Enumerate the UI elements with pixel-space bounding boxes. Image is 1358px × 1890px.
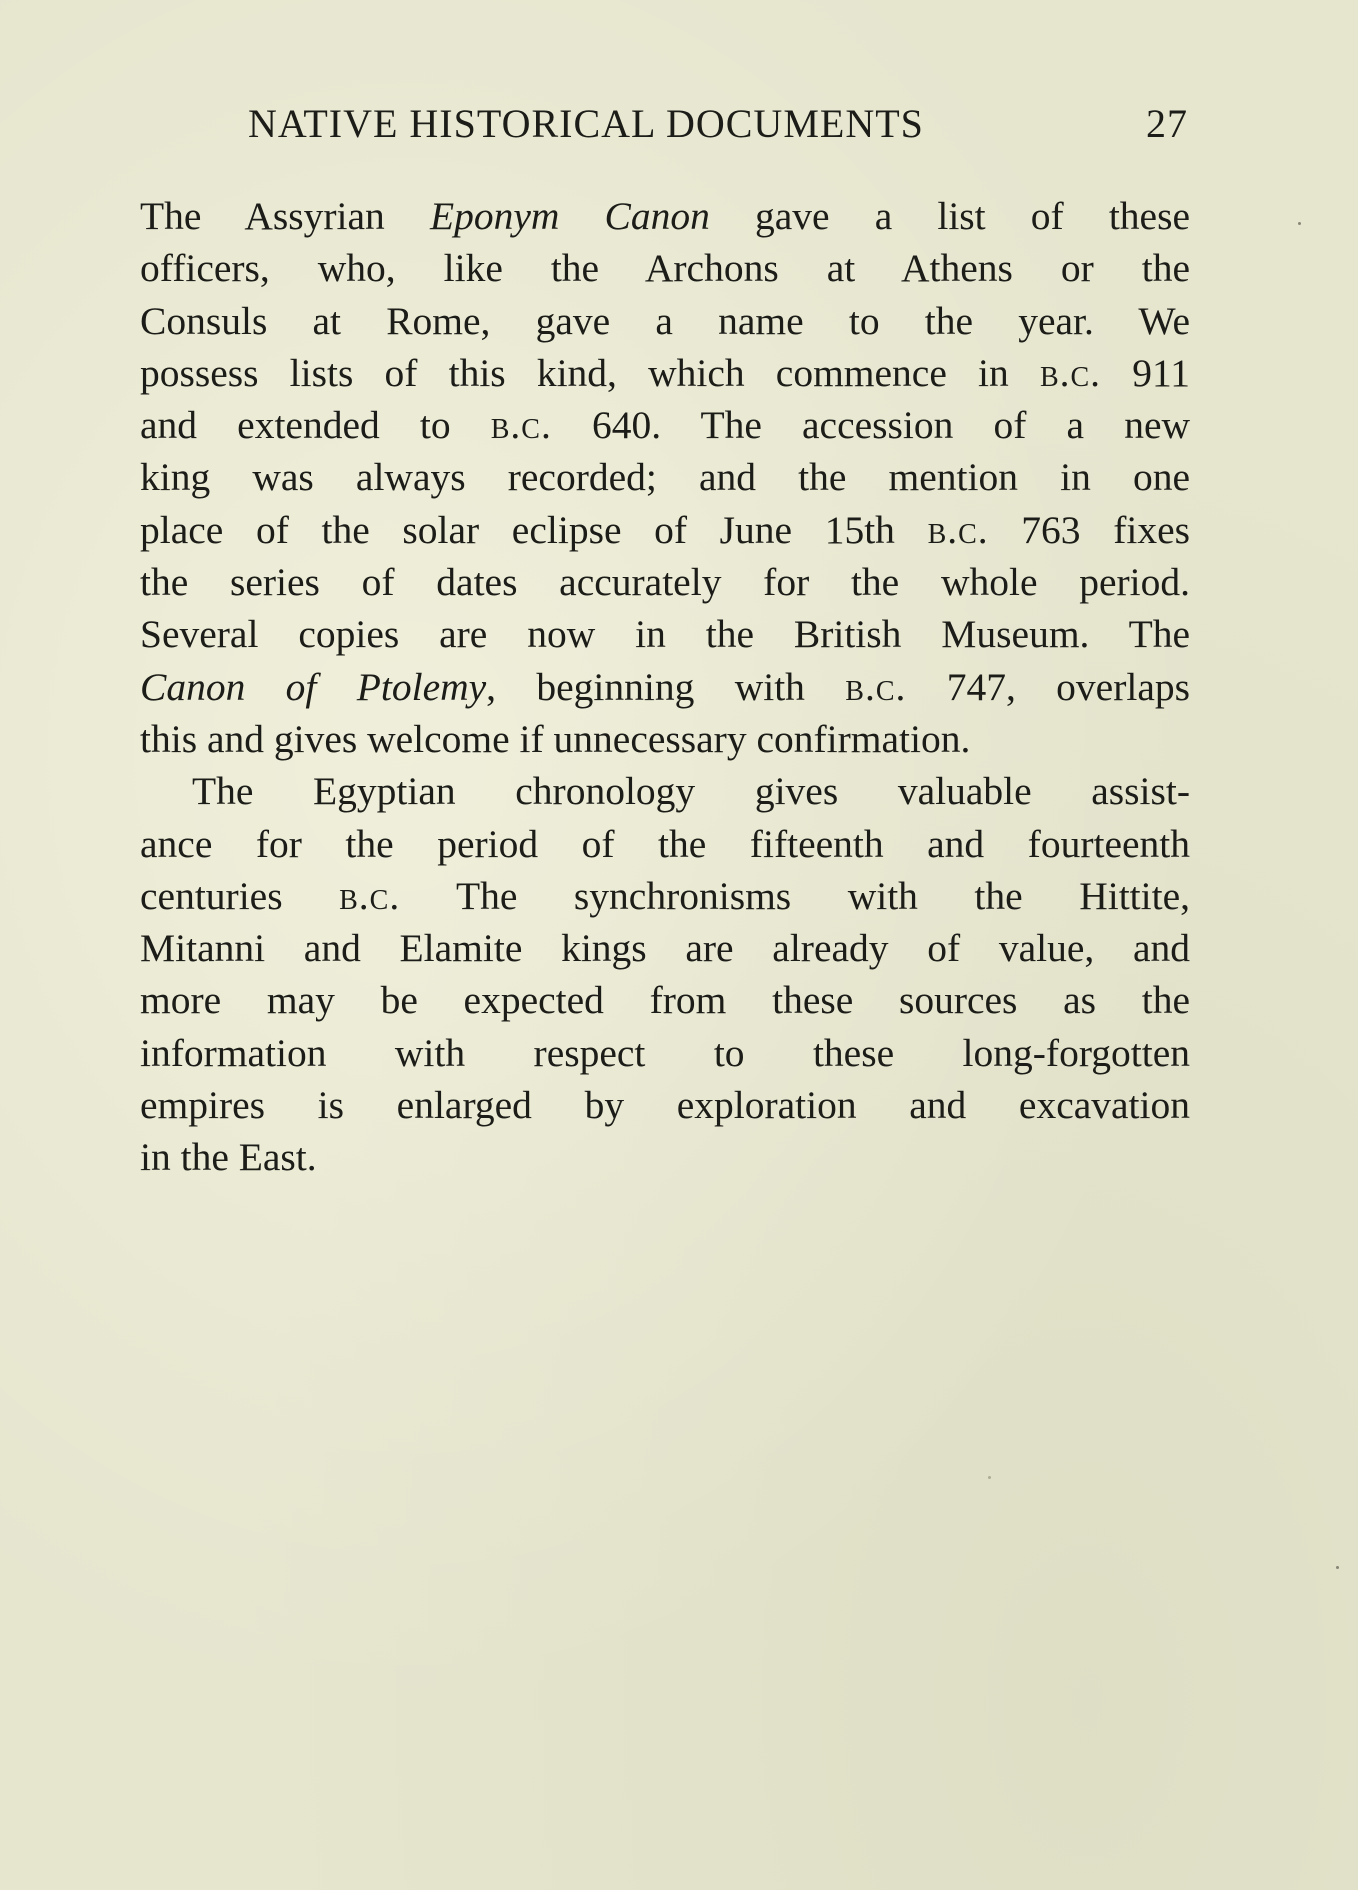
text-run: 640. The accession of a new [551,403,1190,448]
paper-speck [988,1476,991,1479]
text-line [140,556,1190,608]
text-run: possess lists of this kind, which commence in [140,350,1040,395]
text-line [140,661,1190,713]
running-title: NATIVE HISTORICAL DOCUMENTS [248,101,924,146]
text-run: 747, overlaps [906,664,1190,709]
text-line [140,922,1190,974]
text-line [140,347,1190,399]
text-line [140,1131,1190,1183]
era-abbreviation: b.c. [927,507,989,552]
text-run: centuries [140,873,340,918]
text-line [140,1027,1190,1079]
text-run: Consuls at Rome, gave a name to the year. We [140,298,1190,343]
text-run: and extended to [140,403,491,448]
text-line [140,399,1190,451]
text-run: in the East. [140,1135,317,1180]
paper-speck [1336,1566,1339,1569]
text-run: more may be expected from these sources as the [140,978,1190,1023]
text-run: 763 fixes [988,507,1190,552]
text-run: place of the solar eclipse of June 15th [140,507,928,552]
text-run: gave a list of these [709,194,1190,238]
text-line [140,242,1190,294]
text-line [140,765,1190,817]
text-run: empires is enlarged by exploration and excavation [140,1083,1190,1128]
running-head [140,100,1188,160]
text-line [140,451,1190,503]
text-line [140,504,1190,556]
text-run: officers, who, like the Archons at Athens or the [140,246,1190,291]
text-line [140,713,1190,765]
text-line [140,190,1190,242]
text-run: , beginning with [486,664,846,709]
text-line [140,974,1190,1026]
era-abbreviation: b.c. [339,873,401,918]
text-line [140,818,1190,870]
text-run: king was always recorded; and the mention in one [140,455,1190,500]
text-run: ance for the period of the fifteenth and fourteenth [140,821,1190,866]
page-number: 27 [1146,101,1188,146]
paper-speck [1298,222,1301,225]
text-run: The Assyrian [140,194,430,238]
italic-title: Eponym Canon [429,194,710,238]
text-run: this and gives welcome if unnecessary confirmation. [140,716,971,761]
text-line [140,1079,1190,1131]
era-abbreviation: b.c. [1039,350,1102,395]
body-text [140,190,1190,1184]
era-abbreviation: b.c. [845,664,907,709]
text-run: the series of dates accurately for the whole period. [140,560,1190,605]
text-run: 911 [1101,350,1190,395]
text-run: The synchronisms with the Hittite, [400,873,1190,918]
text-run: The Egyptian chronology gives valuable assist- [192,769,1190,814]
text-line [140,295,1190,347]
text-run: Several copies are now in the British Museum. The [140,612,1190,657]
era-abbreviation: b.c. [490,403,552,448]
text-run: information with respect to these long-forgotten [140,1030,1190,1075]
text-line [140,608,1190,660]
text-run: Mitanni and Elamite kings are already of value, and [140,926,1190,971]
text-line [140,870,1190,922]
italic-title: Canon of Ptolemy [140,664,487,709]
